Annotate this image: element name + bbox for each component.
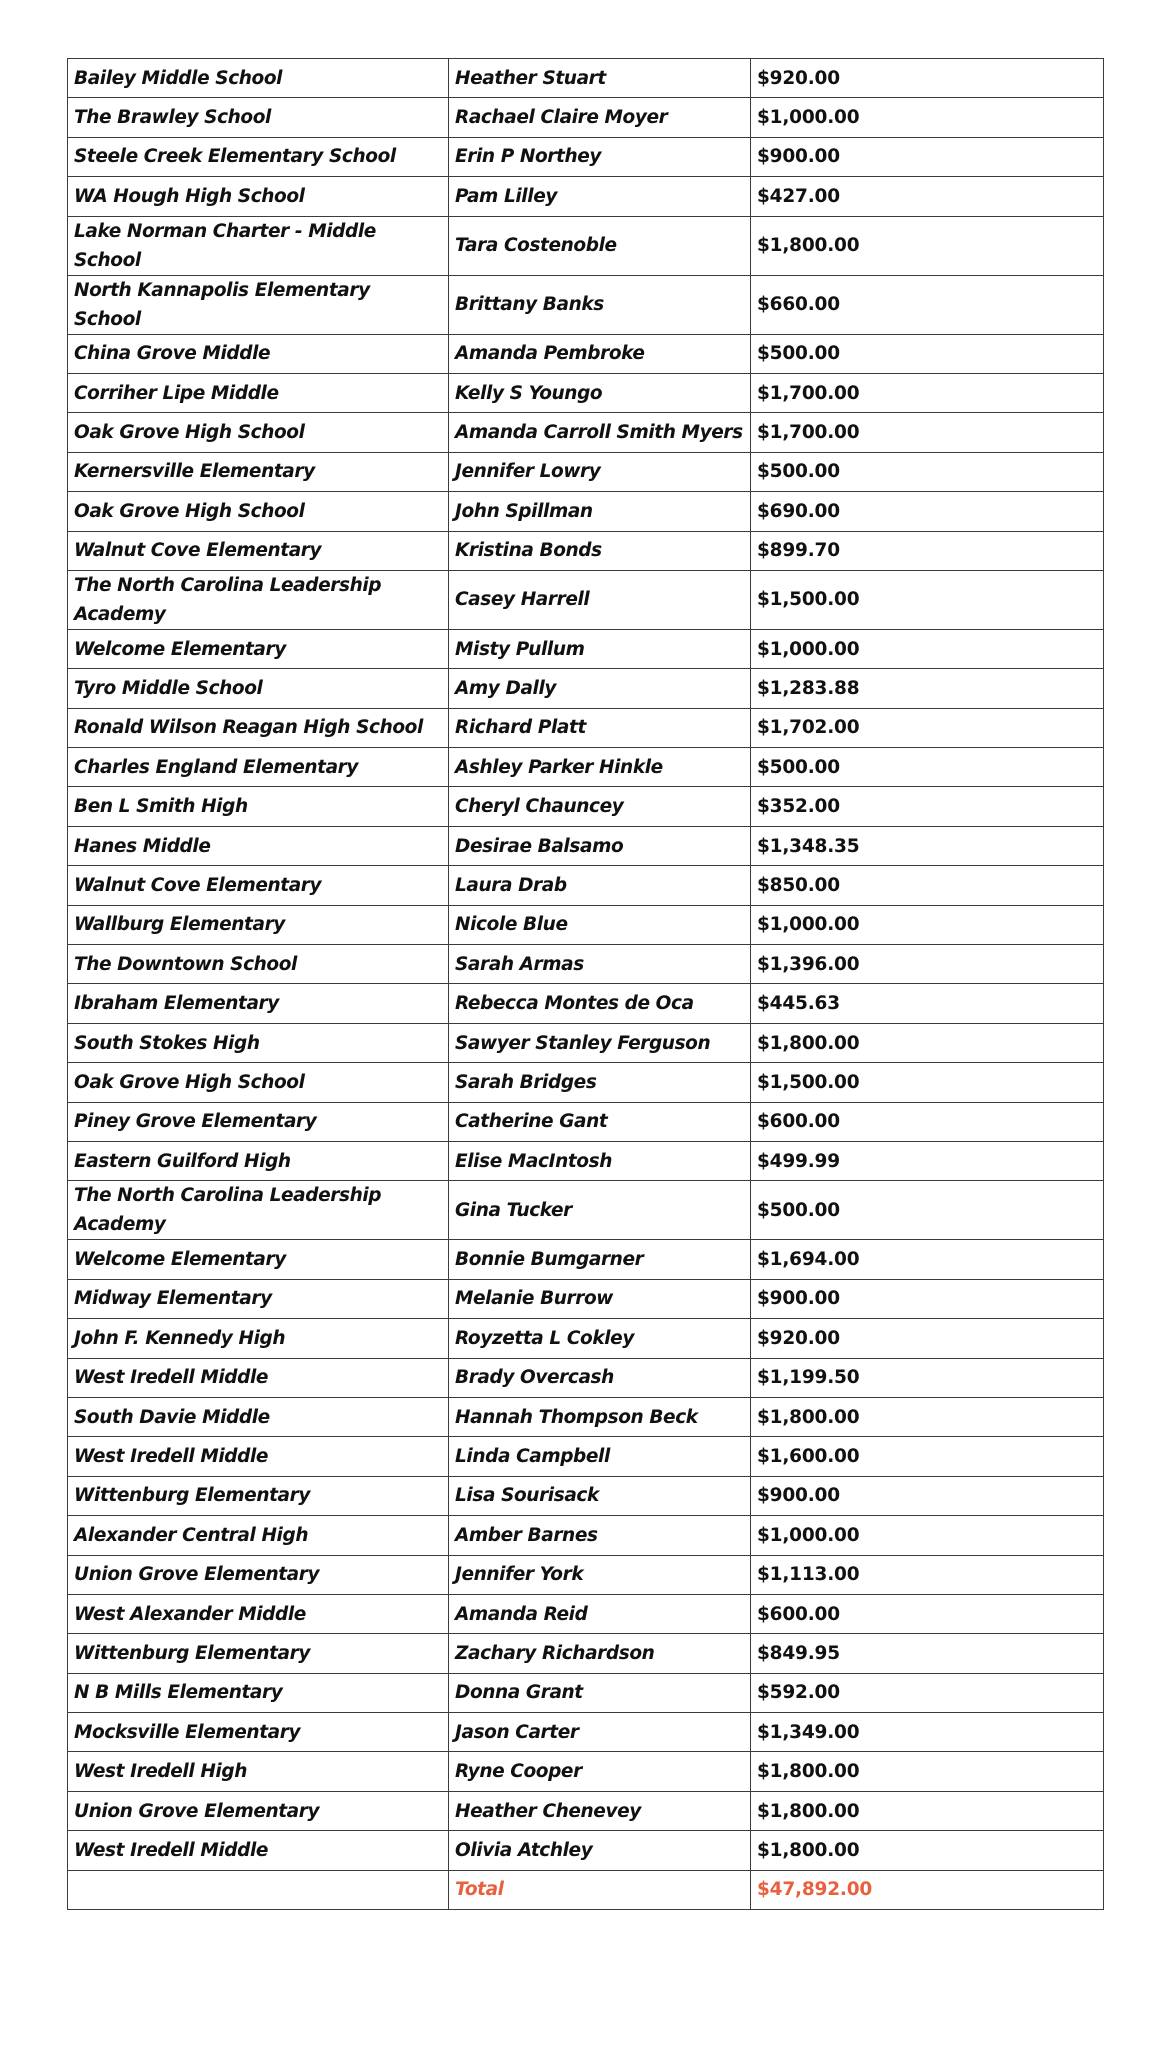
amount-cell: $900.00 xyxy=(751,137,1104,176)
school-cell: South Stokes High xyxy=(68,1023,449,1062)
school-cell: North Kannapolis Elementary School xyxy=(68,275,449,334)
amount-cell: $445.63 xyxy=(751,984,1104,1023)
teacher-cell: Linda Campbell xyxy=(449,1437,751,1476)
school-cell: Welcome Elementary xyxy=(68,1240,449,1279)
school-cell: Ibraham Elementary xyxy=(68,984,449,1023)
school-cell: Steele Creek Elementary School xyxy=(68,137,449,176)
teacher-cell: Amanda Pembroke xyxy=(449,334,751,373)
teacher-cell: Desirae Balsamo xyxy=(449,826,751,865)
teacher-cell: John Spillman xyxy=(449,492,751,531)
teacher-cell: Amber Barnes xyxy=(449,1516,751,1555)
teacher-cell: Catherine Gant xyxy=(449,1102,751,1141)
amount-cell: $600.00 xyxy=(751,1102,1104,1141)
teacher-cell: Melanie Burrow xyxy=(449,1279,751,1318)
amount-cell: $1,800.00 xyxy=(751,216,1104,275)
amount-cell: $1,199.50 xyxy=(751,1358,1104,1397)
amount-cell: $427.00 xyxy=(751,177,1104,216)
teacher-cell: Richard Platt xyxy=(449,708,751,747)
teacher-cell: Tara Costenoble xyxy=(449,216,751,275)
teacher-cell: Hannah Thompson Beck xyxy=(449,1397,751,1436)
table-row xyxy=(68,1181,1104,1240)
table-row xyxy=(68,945,1104,984)
teacher-cell: Nicole Blue xyxy=(449,905,751,944)
teacher-cell: Kristina Bonds xyxy=(449,531,751,570)
teacher-cell: Elise MacIntosh xyxy=(449,1141,751,1180)
teacher-cell: Cheryl Chauncey xyxy=(449,787,751,826)
school-cell: Alexander Central High xyxy=(68,1516,449,1555)
school-cell: Hanes Middle xyxy=(68,826,449,865)
table-row xyxy=(68,1673,1104,1712)
amount-cell: $1,600.00 xyxy=(751,1437,1104,1476)
table-row xyxy=(68,492,1104,531)
table-row xyxy=(68,570,1104,629)
school-cell: West Iredell Middle xyxy=(68,1437,449,1476)
school-cell: Mocksville Elementary xyxy=(68,1713,449,1752)
amount-cell: $1,800.00 xyxy=(751,1397,1104,1436)
school-cell: WA Hough High School xyxy=(68,177,449,216)
school-cell: Corriher Lipe Middle xyxy=(68,373,449,412)
amount-cell: $900.00 xyxy=(751,1476,1104,1515)
table-row xyxy=(68,531,1104,570)
table-row xyxy=(68,373,1104,412)
teacher-cell: Donna Grant xyxy=(449,1673,751,1712)
table-row xyxy=(68,826,1104,865)
table-row xyxy=(68,708,1104,747)
amount-cell: $1,800.00 xyxy=(751,1752,1104,1791)
amount-cell: $1,283.88 xyxy=(751,669,1104,708)
amount-cell: $500.00 xyxy=(751,748,1104,787)
table-row xyxy=(68,1240,1104,1279)
table-row xyxy=(68,1791,1104,1830)
table-row xyxy=(68,216,1104,275)
teacher-cell: Jason Carter xyxy=(449,1713,751,1752)
school-cell: Walnut Cove Elementary xyxy=(68,531,449,570)
amount-cell: $1,702.00 xyxy=(751,708,1104,747)
amount-cell: $849.95 xyxy=(751,1634,1104,1673)
teacher-cell: Amanda Reid xyxy=(449,1594,751,1633)
school-cell: West Iredell Middle xyxy=(68,1358,449,1397)
teacher-cell: Ryne Cooper xyxy=(449,1752,751,1791)
table-row xyxy=(68,98,1104,137)
amount-cell: $600.00 xyxy=(751,1594,1104,1633)
school-cell: Midway Elementary xyxy=(68,1279,449,1318)
school-cell: Ronald Wilson Reagan High School xyxy=(68,708,449,747)
teacher-cell: Heather Stuart xyxy=(449,59,751,98)
school-cell: South Davie Middle xyxy=(68,1397,449,1436)
table-row xyxy=(68,59,1104,98)
teacher-cell: Brittany Banks xyxy=(449,275,751,334)
amount-cell: $1,500.00 xyxy=(751,570,1104,629)
school-cell: Charles England Elementary xyxy=(68,748,449,787)
teacher-cell: Rebecca Montes de Oca xyxy=(449,984,751,1023)
amount-cell: $900.00 xyxy=(751,1279,1104,1318)
amount-cell: $660.00 xyxy=(751,275,1104,334)
teacher-cell: Misty Pullum xyxy=(449,629,751,668)
teacher-cell: Pam Lilley xyxy=(449,177,751,216)
amount-cell: $920.00 xyxy=(751,1319,1104,1358)
school-cell: Oak Grove High School xyxy=(68,492,449,531)
table-row xyxy=(68,1102,1104,1141)
school-cell: Wittenburg Elementary xyxy=(68,1476,449,1515)
amount-cell: $1,000.00 xyxy=(751,905,1104,944)
amount-cell: $1,348.35 xyxy=(751,826,1104,865)
school-cell: Ben L Smith High xyxy=(68,787,449,826)
total-row xyxy=(68,1870,1104,1909)
school-cell: Tyro Middle School xyxy=(68,669,449,708)
table-row xyxy=(68,984,1104,1023)
table-row xyxy=(68,669,1104,708)
table-row xyxy=(68,1476,1104,1515)
teacher-cell: Laura Drab xyxy=(449,866,751,905)
table-row xyxy=(68,1397,1104,1436)
school-cell: The Brawley School xyxy=(68,98,449,137)
teacher-cell: Amanda Carroll Smith Myers xyxy=(449,413,751,452)
school-cell: Union Grove Elementary xyxy=(68,1791,449,1830)
school-cell: Union Grove Elementary xyxy=(68,1555,449,1594)
teacher-cell: Brady Overcash xyxy=(449,1358,751,1397)
teacher-cell: Casey Harrell xyxy=(449,570,751,629)
school-cell: Wittenburg Elementary xyxy=(68,1634,449,1673)
amount-cell: $1,000.00 xyxy=(751,98,1104,137)
amount-cell: $850.00 xyxy=(751,866,1104,905)
table-row xyxy=(68,1752,1104,1791)
teacher-cell: Ashley Parker Hinkle xyxy=(449,748,751,787)
table-row xyxy=(68,1634,1104,1673)
school-cell: John F. Kennedy High xyxy=(68,1319,449,1358)
teacher-cell: Sawyer Stanley Ferguson xyxy=(449,1023,751,1062)
table-row xyxy=(68,1594,1104,1633)
table-row xyxy=(68,1437,1104,1476)
amount-cell: $500.00 xyxy=(751,334,1104,373)
amount-cell: $1,694.00 xyxy=(751,1240,1104,1279)
grants-table-container xyxy=(67,58,1103,1910)
amount-cell: $592.00 xyxy=(751,1673,1104,1712)
school-cell: Wallburg Elementary xyxy=(68,905,449,944)
amount-cell: $500.00 xyxy=(751,452,1104,491)
table-row xyxy=(68,452,1104,491)
teacher-cell: Lisa Sourisack xyxy=(449,1476,751,1515)
teacher-cell: Sarah Armas xyxy=(449,945,751,984)
teacher-cell: Royzetta L Cokley xyxy=(449,1319,751,1358)
teacher-cell: Amy Dally xyxy=(449,669,751,708)
amount-cell: $1,800.00 xyxy=(751,1831,1104,1870)
table-row xyxy=(68,1141,1104,1180)
school-cell: The North Carolina Leadership Academy xyxy=(68,1181,449,1240)
teacher-cell: Jennifer Lowry xyxy=(449,452,751,491)
teacher-cell: Rachael Claire Moyer xyxy=(449,98,751,137)
amount-cell: $1,000.00 xyxy=(751,629,1104,668)
amount-cell: $899.70 xyxy=(751,531,1104,570)
amount-cell: $1,800.00 xyxy=(751,1791,1104,1830)
amount-cell: $1,700.00 xyxy=(751,373,1104,412)
teacher-cell: Heather Chenevey xyxy=(449,1791,751,1830)
total-label: Total xyxy=(449,1870,751,1909)
amount-cell: $1,800.00 xyxy=(751,1023,1104,1062)
grants-table xyxy=(67,58,1104,1910)
table-row xyxy=(68,334,1104,373)
teacher-cell: Zachary Richardson xyxy=(449,1634,751,1673)
teacher-cell: Erin P Northey xyxy=(449,137,751,176)
school-cell: Oak Grove High School xyxy=(68,1063,449,1102)
amount-cell: $500.00 xyxy=(751,1181,1104,1240)
table-row xyxy=(68,1358,1104,1397)
school-cell: Welcome Elementary xyxy=(68,629,449,668)
school-cell: The North Carolina Leadership Academy xyxy=(68,570,449,629)
school-cell: Bailey Middle School xyxy=(68,59,449,98)
amount-cell: $499.99 xyxy=(751,1141,1104,1180)
table-row xyxy=(68,177,1104,216)
school-cell: Eastern Guilford High xyxy=(68,1141,449,1180)
amount-cell: $352.00 xyxy=(751,787,1104,826)
table-row xyxy=(68,866,1104,905)
table-row xyxy=(68,1831,1104,1870)
school-cell: China Grove Middle xyxy=(68,334,449,373)
amount-cell: $1,396.00 xyxy=(751,945,1104,984)
teacher-cell: Kelly S Youngo xyxy=(449,373,751,412)
amount-cell: $1,113.00 xyxy=(751,1555,1104,1594)
total-amount: $47,892.00 xyxy=(751,1870,1104,1909)
amount-cell: $1,000.00 xyxy=(751,1516,1104,1555)
school-cell: Walnut Cove Elementary xyxy=(68,866,449,905)
teacher-cell: Bonnie Bumgarner xyxy=(449,1240,751,1279)
school-cell: West Iredell Middle xyxy=(68,1831,449,1870)
total-empty-cell xyxy=(68,1870,449,1909)
school-cell: The Downtown School xyxy=(68,945,449,984)
table-row xyxy=(68,787,1104,826)
table-row xyxy=(68,1063,1104,1102)
amount-cell: $690.00 xyxy=(751,492,1104,531)
table-row xyxy=(68,1319,1104,1358)
table-row xyxy=(68,1713,1104,1752)
school-cell: Piney Grove Elementary xyxy=(68,1102,449,1141)
table-row xyxy=(68,1516,1104,1555)
amount-cell: $920.00 xyxy=(751,59,1104,98)
table-row xyxy=(68,1279,1104,1318)
teacher-cell: Gina Tucker xyxy=(449,1181,751,1240)
table-row xyxy=(68,629,1104,668)
table-row xyxy=(68,748,1104,787)
teacher-cell: Sarah Bridges xyxy=(449,1063,751,1102)
amount-cell: $1,349.00 xyxy=(751,1713,1104,1752)
amount-cell: $1,700.00 xyxy=(751,413,1104,452)
school-cell: Oak Grove High School xyxy=(68,413,449,452)
table-row xyxy=(68,1023,1104,1062)
teacher-cell: Jennifer York xyxy=(449,1555,751,1594)
amount-cell: $1,500.00 xyxy=(751,1063,1104,1102)
table-row xyxy=(68,137,1104,176)
school-cell: N B Mills Elementary xyxy=(68,1673,449,1712)
school-cell: Kernersville Elementary xyxy=(68,452,449,491)
table-row xyxy=(68,1555,1104,1594)
table-row xyxy=(68,905,1104,944)
school-cell: West Alexander Middle xyxy=(68,1594,449,1633)
table-row xyxy=(68,413,1104,452)
school-cell: West Iredell High xyxy=(68,1752,449,1791)
teacher-cell: Olivia Atchley xyxy=(449,1831,751,1870)
school-cell: Lake Norman Charter - Middle School xyxy=(68,216,449,275)
table-body xyxy=(68,59,1104,1910)
table-row xyxy=(68,275,1104,334)
